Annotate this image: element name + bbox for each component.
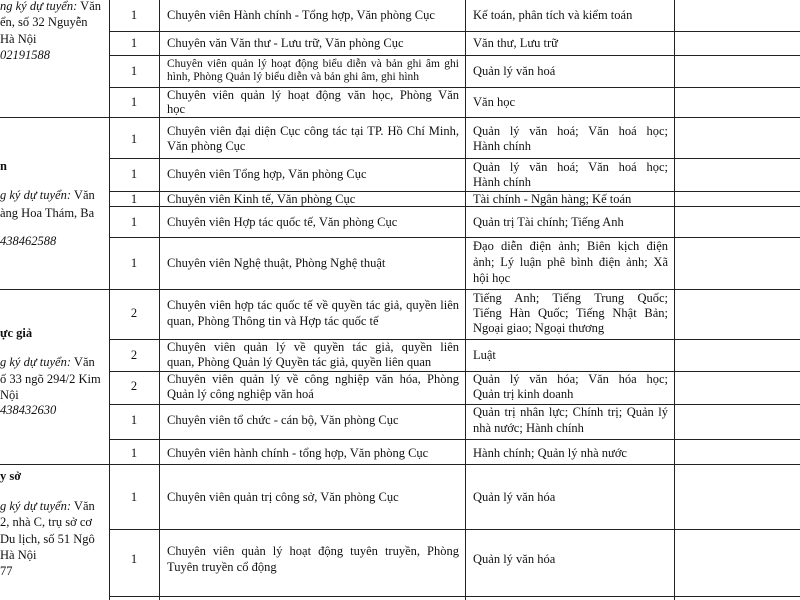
unit-3-phone: 438432630 (0, 403, 57, 417)
row-16-quantity: 1 (130, 552, 138, 566)
row-3-major: Quản lý văn hoá (473, 64, 556, 78)
row-1-position: Chuyên viên Hành chính - Tổng hợp, Văn phòng Cục (167, 8, 435, 22)
row-15-quantity: 1 (130, 490, 138, 504)
row-13-quantity: 1 (130, 413, 138, 427)
row-5-position-line-1: Chuyên viên đại diện Cục công tác tại TP. Hồ Chí Minh, (167, 124, 459, 138)
unit-4-line-4: Hà Nội (0, 548, 37, 562)
row-2-major: Văn thư, Lưu trữ (473, 36, 558, 50)
row-separator (109, 237, 800, 238)
row-10-position-line-1: Chuyên viên hợp tác quốc tế về quyền tác giả, quyền liên (167, 298, 459, 312)
row-11-major: Luật (473, 348, 496, 362)
unit-4-name: y sở (0, 469, 22, 483)
group-separator (0, 117, 110, 118)
row-12-quantity: 2 (130, 379, 138, 393)
row-12-major-line-1: Quản lý văn hóa; Văn hóa học; (473, 372, 668, 386)
col-divider-position (465, 0, 466, 600)
row-separator (109, 158, 800, 159)
unit-1-line-1: ng ký dự tuyển: Văn (0, 0, 102, 13)
row-7-major: Tài chính - Ngân hàng; Kế toán (473, 192, 632, 206)
row-10-quantity: 2 (130, 306, 138, 320)
row-5-position-line-2: Văn phòng Cục (167, 139, 246, 153)
unit-2-name: n (0, 159, 7, 173)
row-separator (109, 596, 800, 597)
row-5-major-line-1: Quản lý văn hoá; Văn hoá học; (473, 124, 668, 138)
row-8-position: Chuyên viên Hợp tác quốc tế, Văn phòng Cục (167, 215, 398, 229)
row-11-position-line-2: quan, Phòng Quản lý Quyền tác giả, quyền liên quan (167, 355, 432, 369)
row-4-major: Văn học (473, 95, 515, 109)
row-10-major-line-3: Ngoại giao; Ngoại thương (473, 321, 605, 335)
row-9-major-line-1: Đạo diễn điện ảnh; Biên kịch điện (473, 239, 668, 253)
row-7-quantity: 1 (130, 192, 138, 206)
row-2-position: Chuyên văn Văn thư - Lưu trữ, Văn phòng Cục (167, 36, 404, 50)
row-6-position: Chuyên viên Tổng hợp, Văn phòng Cục (167, 167, 367, 181)
row-6-major-line-2: Hành chính (473, 175, 531, 189)
row-separator (109, 464, 800, 465)
row-15-major: Quản lý văn hóa (473, 490, 556, 504)
row-3-position-line-2: hình, Phòng Quản lý biểu diễn và bản ghi âm, ghi hình (167, 71, 420, 83)
unit-4-line-1: g ký dự tuyển: Văn (0, 499, 95, 513)
unit-2-line-2: àng Hoa Thám, Ba (0, 206, 95, 220)
row-9-quantity: 1 (130, 256, 138, 270)
row-8-major: Quản trị Tài chính; Tiếng Anh (473, 215, 624, 229)
row-9-major-line-2: ảnh; Lý luận phê bình điện ảnh; Xã (473, 255, 668, 269)
row-13-major-line-1: Quản trị nhân lực; Chính trị; Quản lý (473, 405, 668, 419)
unit-2-phone: 438462588 (0, 234, 57, 248)
row-4-position-line-2: học (167, 102, 186, 116)
row-11-quantity: 2 (130, 348, 138, 362)
row-separator (109, 55, 800, 56)
unit-1-line-2: ển, số 32 Nguyễn (0, 15, 88, 29)
row-13-position: Chuyên viên tổ chức - cán bộ, Văn phòng Cục (167, 413, 399, 427)
row-14-quantity: 1 (130, 446, 138, 460)
group-separator (0, 289, 110, 290)
row-6-quantity: 1 (130, 167, 138, 181)
row-16-position-line-2: Tuyên truyền cổ động (167, 560, 277, 574)
row-separator (109, 289, 800, 290)
col-divider-qty (159, 0, 160, 600)
row-12-position-line-1: Chuyên viên quản lý về công nghiệp văn hóa, Phòng (167, 372, 459, 386)
row-14-major: Hành chính; Quản lý nhà nước (473, 446, 627, 460)
col-divider-major (674, 0, 675, 600)
unit-3-line-2: ố 33 ngõ 294/2 Kim (0, 372, 101, 386)
row-16-position-line-1: Chuyên viên quản lý hoạt động tuyên truyền, Phòng (167, 544, 459, 558)
group-separator (0, 464, 110, 465)
col-divider-unit (109, 0, 110, 600)
row-2-quantity: 1 (130, 36, 138, 50)
row-4-position-line-1: Chuyên viên quản lý hoạt động văn học, Phòng Văn (167, 88, 459, 102)
unit-2-line-1: g ký dự tuyển: Văn (0, 188, 95, 202)
row-1-quantity: 1 (130, 8, 138, 22)
row-separator (109, 31, 800, 32)
row-10-major-line-1: Tiếng Anh; Tiếng Trung Quốc; (473, 291, 668, 305)
row-3-position-line-1: Chuyên viên quản lý hoạt động biểu diễn và bản ghi âm ghi (167, 58, 459, 70)
row-7-position: Chuyên viên Kinh tế, Văn phòng Cục (167, 192, 356, 206)
unit-4-line-5: 77 (0, 564, 13, 578)
row-separator (109, 117, 800, 118)
unit-1-line-3: Hà Nội (0, 32, 37, 46)
unit-3-line-3: Nội (0, 388, 19, 402)
row-12-major-line-2: Quản trị kinh doanh (473, 387, 574, 401)
row-5-major-line-2: Hành chính (473, 139, 531, 153)
row-4-quantity: 1 (130, 95, 138, 109)
unit-3-name: ực giả (0, 326, 33, 340)
row-15-position: Chuyên viên quản trị công sở, Văn phòng Cục (167, 490, 399, 504)
row-10-major-line-2: Tiếng Hàn Quốc; Tiếng Nhật Bản; (473, 306, 668, 320)
row-16-major: Quản lý văn hóa (473, 552, 556, 566)
row-9-position: Chuyên viên Nghệ thuật, Phòng Nghệ thuật (167, 256, 386, 270)
row-9-major-line-3: hội học (473, 271, 511, 285)
row-separator (109, 439, 800, 440)
row-3-quantity: 1 (130, 64, 138, 78)
row-12-position-line-2: Quản lý công nghiệp văn hoá (167, 387, 314, 401)
row-8-quantity: 1 (130, 215, 138, 229)
unit-4-line-2: 2, nhà C, trụ sở cơ (0, 515, 93, 529)
row-11-position-line-1: Chuyên viên quản lý về quyền tác giả, quyền liên (167, 340, 459, 354)
row-14-position: Chuyên viên hành chính - tổng hợp, Văn phòng Cục (167, 446, 429, 460)
row-separator (109, 404, 800, 405)
unit-3-line-1: g ký dự tuyển: Văn (0, 355, 95, 369)
row-6-major-line-1: Quản lý văn hoá; Văn hoá học; (473, 160, 668, 174)
row-separator (109, 529, 800, 530)
unit-4-line-3: Du lịch, số 51 Ngô (0, 532, 95, 546)
row-10-position-line-2: quan, Phòng Thông tin và Hợp tác quốc tế (167, 314, 379, 328)
unit-1-phone: 02191588 (0, 48, 50, 62)
row-5-quantity: 1 (130, 132, 138, 146)
row-1-major: Kế toán, phân tích và kiểm toán (473, 8, 633, 22)
row-13-major-line-2: nhà nước; Hành chính (473, 421, 584, 435)
